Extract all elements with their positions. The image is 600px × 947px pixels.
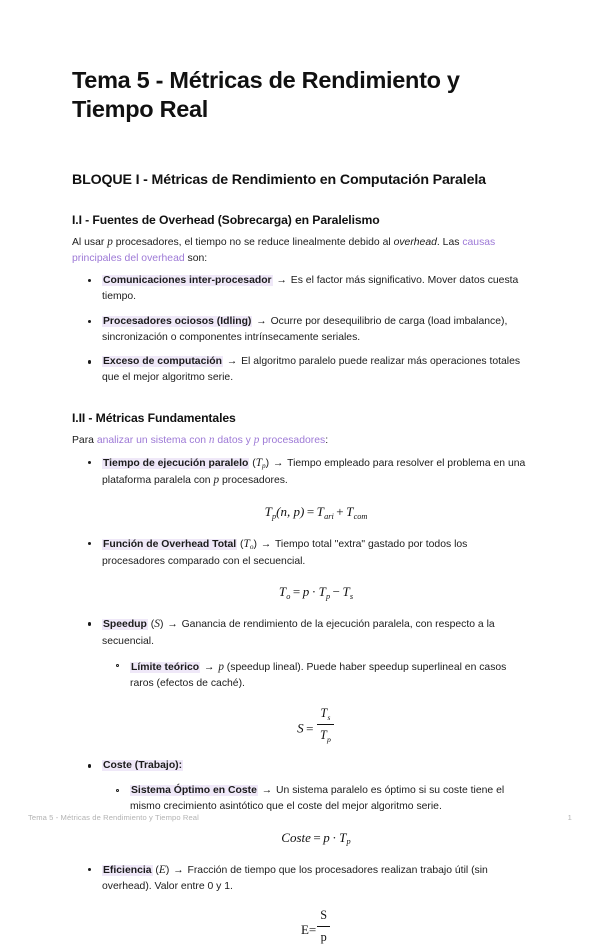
metric-term: Speedup [103,619,147,631]
arrow-icon: → [226,356,238,368]
intro-italic-overhead: overhead [393,237,437,249]
arrow-icon: → [167,619,178,631]
fraction-numerator [317,704,334,725]
subitem-text: Un sistema paralelo es óptimo si su coste tiene el mismo crecimiento asintótico que el coste del mejor algoritmo serie. [130,785,505,813]
metric-text-a: Tiempo empleado para resolver el problema en una plataforma paralela con [102,457,526,487]
bullet-term: Exceso de computación [103,356,222,368]
metric-symbol-base: T [243,538,250,551]
formula-eq: = [308,921,317,937]
list-item-funcion-overhead-total [72,536,530,607]
bullet-text: Es el factor más significativo. Mover datos cuesta tiempo. [102,275,519,302]
arrow-icon: → [256,315,267,327]
numerator-sym: S [320,908,328,923]
intro2-text-a: Para [72,434,97,446]
section-heading-2: I.II - Métricas Fundamentales [72,410,236,425]
formula-eq: = [306,720,314,736]
formula-r2: T [346,504,354,520]
formula-r1: T [316,504,324,520]
metric-symbol-close: ) [165,864,173,876]
denominator-sub: p [326,734,331,744]
overhead-sources-list [72,267,530,386]
metric-symbol-open: ( [249,457,256,469]
metric-text-a: Fracción de tiempo que los procesadores realizan trabajo útil (sin overhead). Valor entre 0 y 1. [102,864,488,893]
arrow-icon: → [261,785,273,797]
fraction-denominator [317,927,330,947]
formula-eq: = [306,504,315,520]
clipped-formula-inner [301,906,331,946]
bullet-text: El algoritmo paralelo puede realizar más operaciones totales que el mejor algoritmo serie. [102,356,521,384]
formula-lhs: T [278,584,287,600]
metric-symbol-sub: p [262,462,266,470]
metric-text-b: procesadores. [219,475,288,487]
formula-lhs: S [297,720,304,736]
metric-text-a: Ganancia de rendimiento de la ejecución paralela, con respecto a la secuencial. [102,619,495,647]
sub-list-item-limite-teorico [102,659,530,692]
block-heading: BLOQUE I - Métricas de Rendimiento en Computación Paralela [72,172,486,189]
intro-purple-phrase: causas principales del overhead [72,237,496,265]
speedup-sublist [102,659,530,692]
formula-fraction [317,704,334,745]
list-item-tiempo-ejecucion-paralelo [72,455,530,527]
intro2-purple-c: procesadores [259,434,326,446]
formula-eq: = [313,829,321,845]
denominator-sym: p [320,929,327,944]
formula-r2-sub: s [349,591,354,601]
formula-lhs: T [264,504,272,520]
metric-symbol [244,538,254,550]
intro-text-c: . Las [436,237,463,249]
formula-eficiencia-clipped [102,895,530,944]
subitem-term: Sistema Óptimo en Coste [131,785,257,797]
metric-term: Eficiencia [103,864,152,876]
coste-sublist [102,783,530,815]
formula-args: (n, p) [276,504,305,520]
page-footer [28,813,572,822]
formula-lhs-sub: p [272,511,277,521]
metric-term: Coste (Trabajo): [103,760,183,772]
subitem-var-p: p [218,660,224,673]
metric-var-p: p [213,474,220,487]
list-item-speedup [72,616,530,749]
footer-title: Tema 5 - Métricas de Rendimiento y Tiempo Real [28,813,199,822]
formula-lhs: Coste [281,829,311,845]
metric-symbol-open: ( [152,864,159,876]
metric-symbol-sub: o [249,543,254,552]
numerator-sub: s [327,712,331,722]
arrow-icon: → [260,539,272,551]
list-item [72,354,530,386]
formula-dot: · [332,829,337,845]
section-1-intro [72,227,530,267]
fraction-numerator [317,906,330,927]
formula-r2: T [342,584,350,600]
intro2-var-n: n [208,433,215,446]
footer-page-number: 1 [567,813,572,822]
metric-symbol-open: ( [147,619,155,631]
bullet-text: Ocurre por desequilibrio de carga (load imbalance), sincronización o componentes intrínsecamente seriales. [102,315,508,343]
formula-lhs: E [300,921,309,937]
intro-text-b: procesadores, el tiempo no se reduce linealmente debido al [112,237,394,249]
formula-speedup [102,691,530,749]
metric-symbol-open: ( [237,539,244,551]
formula-r1: T [318,584,326,600]
formula-dot: · [311,584,317,600]
page-content [72,0,530,944]
list-item [72,273,530,305]
intro2-var-p: p [253,433,260,446]
intro2-text-b: : [325,434,329,446]
metric-symbol: S [154,618,160,631]
intro-text-d: son: [184,253,208,265]
metrics-list [72,449,530,944]
numerator-sym: T [320,706,328,721]
formula-r2-sub: com [353,511,368,521]
arrow-icon: → [173,864,184,876]
formula-p: p [323,829,330,845]
formula-p: p [302,584,310,600]
list-item [72,314,530,346]
intro2-purple-a: analizar un sistema con [96,434,209,446]
fraction-denominator [317,725,334,745]
metric-term: Función de Overhead Total [103,539,237,551]
subitem-text: (speedup lineal). Puede haber speedup superlineal en casos raros (efectos de caché). [130,661,507,689]
metric-symbol-close: ) [265,457,273,469]
formula-overhead-total [102,569,530,607]
list-item-coste-trabajo [72,758,530,852]
formula-lhs-sub: o [286,591,291,601]
bullet-term: Procesadores ociosos (Idling) [103,315,252,327]
arrow-icon: → [204,661,215,673]
formula-r1-sub: p [346,837,351,847]
formula-r1-sub: ari [324,511,334,521]
metric-text-a: Tiempo total "extra" gastado por todos los procesadores comparado con el secuencial. [102,539,468,567]
subitem-term: Límite teórico [131,661,200,673]
formula-tiempo-ejecucion-paralelo [102,489,530,527]
metric-symbol-close: ) [253,539,260,551]
bullet-term: Comunicaciones inter-procesador [103,275,272,287]
intro-var-p: p [107,236,113,249]
intro2-purple-b: datos y [214,434,254,446]
metric-symbol-close: ) [159,619,167,631]
denominator-sym: T [319,728,327,743]
metric-symbol: E [158,863,166,876]
metric-symbol [256,457,266,469]
metric-term: Tiempo de ejecución paralelo [103,457,249,469]
formula-eq: = [292,584,301,600]
formula-fraction [317,906,330,946]
metric-symbol-base: T [255,456,263,469]
formula-r1-sub: p [326,591,331,601]
section-2-intro [72,425,530,449]
list-item-eficiencia [72,862,530,944]
page-title: Tema 5 - Métricas de Rendimiento y Tiempo Real [72,67,460,123]
section-heading-1: I.I - Fuentes de Overhead (Sobrecarga) en Paralelismo [72,213,380,228]
intro-text-a: Al usar [72,237,108,249]
formula-plus: + [336,504,344,520]
formula-minus: − [332,584,340,600]
arrow-icon: → [273,457,284,469]
arrow-icon: → [276,275,287,287]
formula-r1: T [339,829,347,845]
sub-list-item-sistema-optimo-coste [102,783,530,815]
